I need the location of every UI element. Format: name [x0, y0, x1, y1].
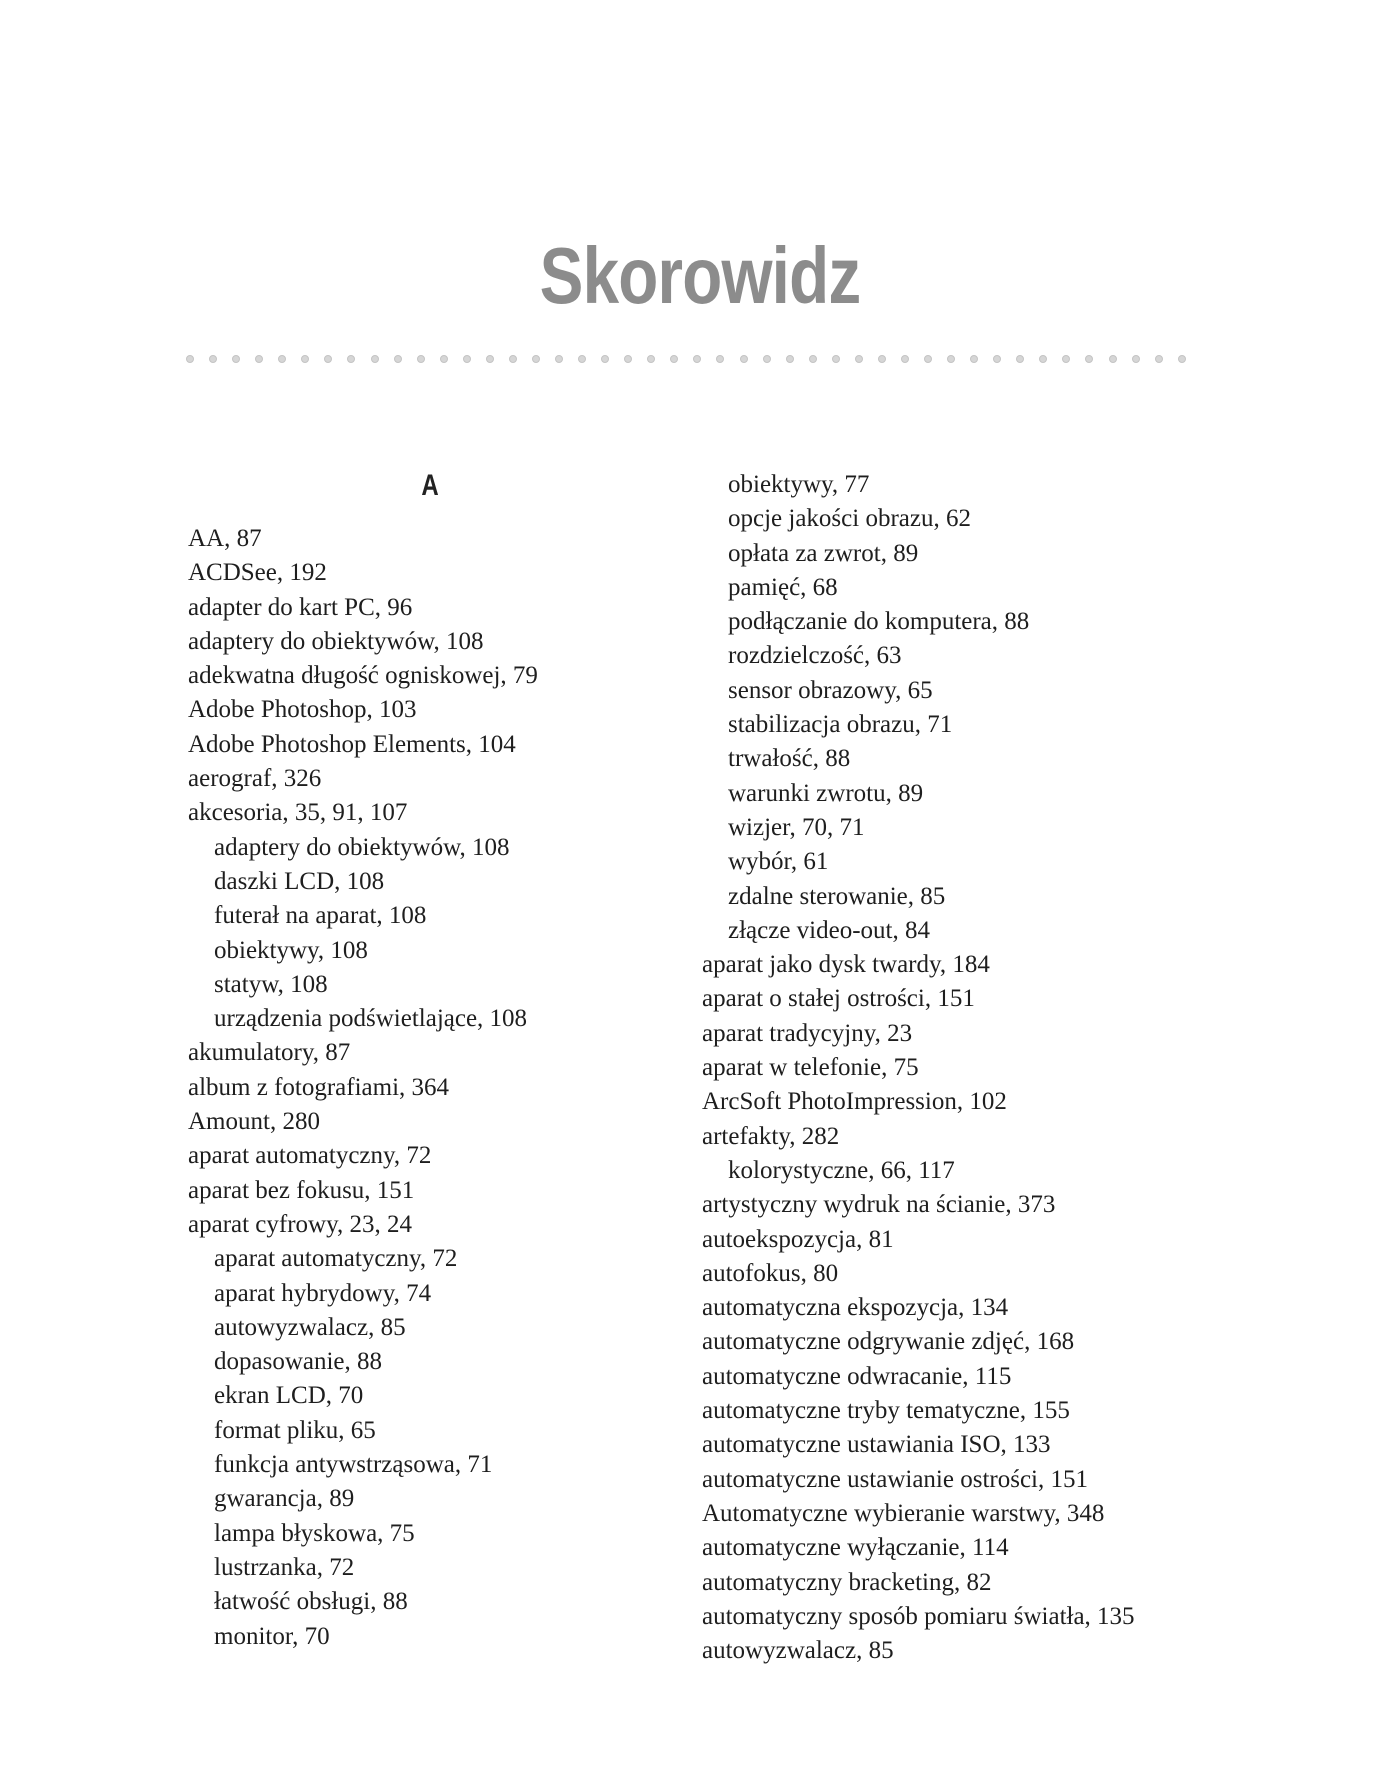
index-entry: automatyczna ekspozycja, 134	[702, 1294, 1009, 1322]
index-entry: adekwatna długość ogniskowej, 79	[188, 662, 538, 690]
separator-dot	[786, 355, 794, 363]
separator-dot	[763, 355, 771, 363]
index-subentry: wybór, 61	[728, 848, 829, 876]
index-subentry: statyw, 108	[214, 970, 328, 998]
index-subentry: monitor, 70	[214, 1622, 330, 1650]
separator-dot	[509, 355, 517, 363]
index-subentry: gwarancja, 89	[214, 1485, 355, 1513]
index-subentry: obiektywy, 108	[214, 936, 368, 964]
index-entry: aparat bez fokusu, 151	[188, 1176, 415, 1204]
index-entry: Adobe Photoshop, 103	[188, 696, 417, 724]
index-subentry: lustrzanka, 72	[214, 1553, 355, 1581]
index-subentry: trwałość, 88	[728, 745, 851, 773]
index-subentry: kolorystyczne, 66, 117	[728, 1156, 955, 1184]
index-entry: aerograf, 326	[188, 765, 322, 793]
separator-dot	[1085, 355, 1093, 363]
separator-dot	[347, 355, 355, 363]
index-entry: automatyczny bracketing, 82	[702, 1568, 992, 1596]
index-entry: ACDSee, 192	[188, 559, 327, 587]
index-subentry: funkcja antywstrząsowa, 71	[214, 1451, 493, 1479]
index-subentry: obiektywy, 77	[728, 471, 870, 498]
index-subentry: zdalne sterowanie, 85	[728, 882, 946, 910]
index-subentry: aparat automatyczny, 72	[214, 1245, 458, 1273]
separator-dot	[394, 355, 402, 363]
separator-dot	[878, 355, 886, 363]
separator-dot	[463, 355, 471, 363]
index-entry: autofokus, 80	[702, 1259, 839, 1287]
index-entry: adapter do kart PC, 96	[188, 593, 413, 621]
separator-dot	[324, 355, 332, 363]
separator-dot	[1039, 355, 1047, 363]
index-subentry: autowyzwalacz, 85	[214, 1313, 406, 1341]
index-entry: aparat tradycyjny, 23	[702, 1019, 913, 1047]
separator-dot	[532, 355, 540, 363]
separator-dot	[232, 355, 240, 363]
index-subentry: rozdzielczość, 63	[728, 642, 902, 670]
separator-dot	[417, 355, 425, 363]
separator-dot	[993, 355, 1001, 363]
index-subentry: warunki zwrotu, 89	[728, 779, 924, 807]
separator-dot	[647, 355, 655, 363]
separator-dot	[578, 355, 586, 363]
separator-dot	[555, 355, 563, 363]
separator-dot	[1155, 355, 1163, 363]
index-entry: artefakty, 282	[702, 1122, 840, 1150]
page-title: Skorowidz	[539, 231, 861, 320]
index-entry: album z fotografiami, 364	[188, 1073, 450, 1101]
index-subentry: wizjer, 70, 71	[728, 813, 865, 841]
index-subentry: stabilizacja obrazu, 71	[728, 711, 953, 739]
separator-dot	[901, 355, 909, 363]
separator-dot	[301, 355, 309, 363]
separator-dot	[809, 355, 817, 363]
separator-dot	[255, 355, 263, 363]
index-entry: adaptery do obiektywów, 108	[188, 627, 484, 655]
separator-dot	[371, 355, 379, 363]
index-entry: automatyczne tryby tematyczne, 155	[702, 1397, 1070, 1425]
separator-dot	[740, 355, 748, 363]
index-subentry: format pliku, 65	[214, 1416, 376, 1444]
index-subentry: lampa błyskowa, 75	[214, 1519, 415, 1547]
index-entry: autowyzwalacz, 85	[702, 1637, 894, 1665]
index-subentry: złącze video-out, 84	[728, 916, 930, 944]
separator-dot	[1178, 355, 1186, 363]
index-entry: aparat cyfrowy, 23, 24	[188, 1210, 412, 1238]
index-entry: aparat automatyczny, 72	[188, 1142, 432, 1170]
index-column-right	[702, 468, 1262, 1668]
index-entry: Automatyczne wybieranie warstwy, 348	[702, 1499, 1105, 1527]
section-letter-heading: A	[421, 469, 439, 502]
separator-dot	[440, 355, 448, 363]
separator-dot	[1132, 355, 1140, 363]
separator-dot	[486, 355, 494, 363]
index-subentry: daszki LCD, 108	[214, 867, 385, 895]
separator-dot	[924, 355, 932, 363]
index-entry: automatyczne odwracanie, 115	[702, 1362, 1012, 1390]
index-entry: automatyczne ustawiania ISO, 133	[702, 1431, 1051, 1459]
index-subentry: sensor obrazowy, 65	[728, 676, 933, 704]
separator-dot	[1016, 355, 1024, 363]
index-column-left	[188, 468, 748, 1654]
separator-dot	[209, 355, 217, 363]
index-entry: Adobe Photoshop Elements, 104	[188, 730, 516, 758]
index-subentry: adaptery do obiektywów, 108	[214, 833, 510, 861]
index-subentry: aparat hybrydowy, 74	[214, 1279, 432, 1307]
separator-dot	[1062, 355, 1070, 363]
index-subentry: urządzenia podświetlające, 108	[214, 1005, 528, 1033]
separator-dot	[278, 355, 286, 363]
index-entry: AA, 87	[188, 525, 262, 552]
separator-dot	[855, 355, 863, 363]
separator-dot	[693, 355, 701, 363]
index-entry: Amount, 280	[188, 1108, 320, 1136]
index-entry: ArcSoft PhotoImpression, 102	[702, 1088, 1007, 1116]
index-entry: aparat w telefonie, 75	[702, 1054, 919, 1082]
index-entry: akcesoria, 35, 91, 107	[188, 799, 408, 827]
separator-dot	[1109, 355, 1117, 363]
index-entry: automatyczne wyłączanie, 114	[702, 1534, 1009, 1562]
index-subentry: podłączanie do komputera, 88	[728, 608, 1030, 636]
index-entry: aparat jako dysk twardy, 184	[702, 951, 990, 979]
index-entry: akumulatory, 87	[188, 1039, 351, 1067]
index-subentry: pamięć, 68	[728, 573, 838, 601]
index-entry: automatyczny sposób pomiaru światła, 135	[702, 1602, 1135, 1630]
index-entry: aparat o stałej ostrości, 151	[702, 985, 975, 1013]
separator-dot	[624, 355, 632, 363]
separator-dot	[601, 355, 609, 363]
index-subentry: dopasowanie, 88	[214, 1348, 383, 1376]
index-entry: automatyczne odgrywanie zdjęć, 168	[702, 1328, 1075, 1356]
separator-dot	[970, 355, 978, 363]
index-subentry: opłata za zwrot, 89	[728, 539, 919, 567]
index-subentry: łatwość obsługi, 88	[214, 1588, 408, 1616]
index-entry: automatyczne ustawianie ostrości, 151	[702, 1465, 1088, 1493]
index-subentry: ekran LCD, 70	[214, 1382, 364, 1410]
separator-dot	[670, 355, 678, 363]
index-entry: artystyczny wydruk na ścianie, 373	[702, 1191, 1056, 1219]
separator-dot	[832, 355, 840, 363]
separator-dot	[186, 355, 194, 363]
separator-dot	[716, 355, 724, 363]
separator-dot	[947, 355, 955, 363]
decorative-dot-separator	[186, 352, 1186, 366]
index-subentry: futerał na aparat, 108	[214, 902, 427, 930]
index-subentry: opcje jakości obrazu, 62	[728, 505, 971, 533]
index-entry: autoekspozycja, 81	[702, 1225, 894, 1253]
